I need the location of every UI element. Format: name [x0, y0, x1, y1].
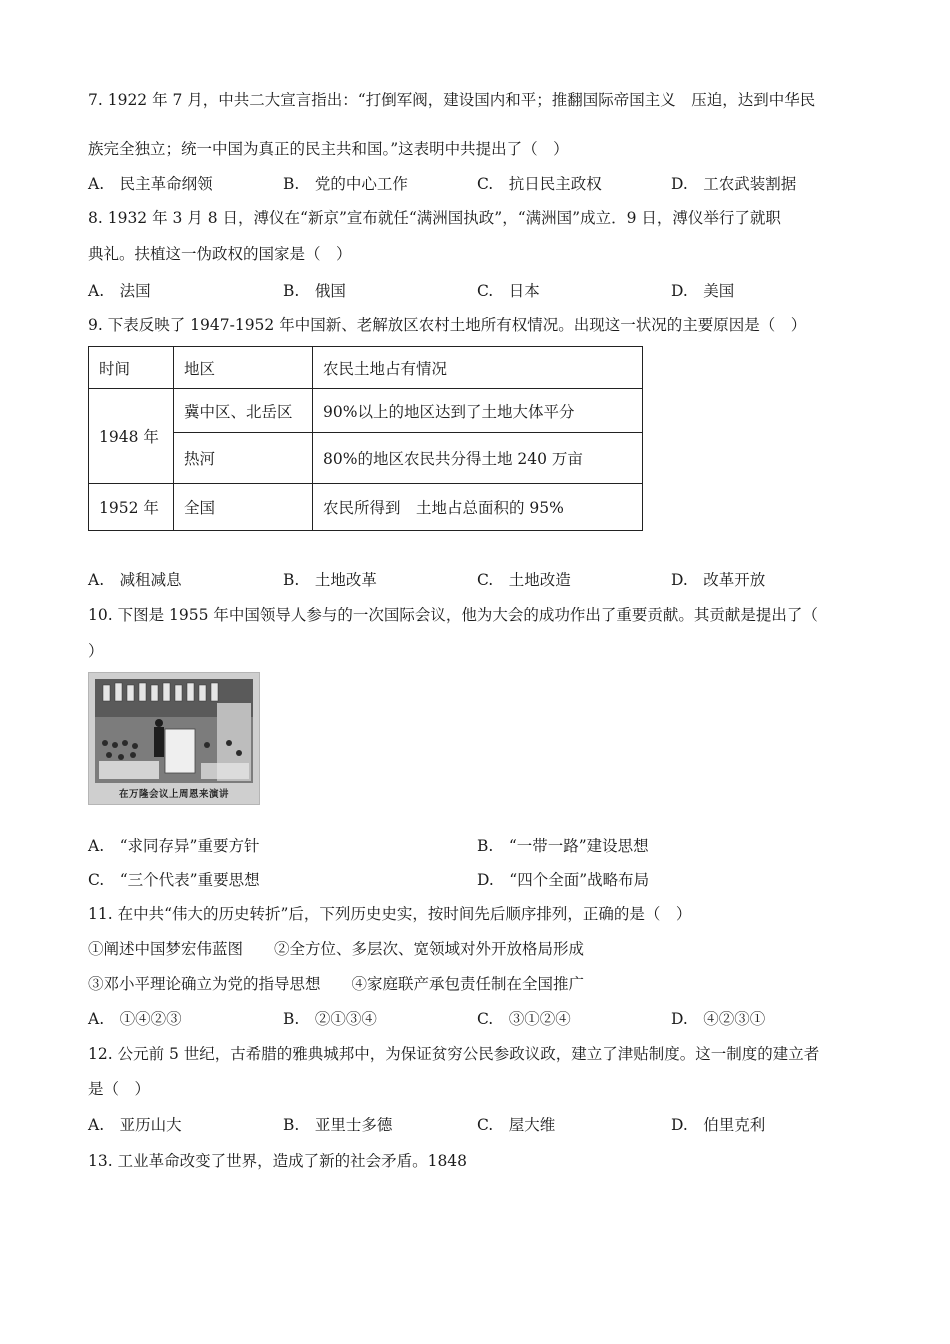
- q10-stem-line1: 10. 下图是 1955 年中国领导人参与的一次国际会议，他为大会的成功作出了重要贡献。其贡献是提出了（: [88, 606, 818, 624]
- q10-option-b[interactable]: B. “一带一路”建设思想: [477, 837, 649, 855]
- photo-caption: 在万隆会议上周恩来演讲: [118, 789, 229, 800]
- q10-option-d[interactable]: D. “四个全面”战略布局: [477, 871, 650, 889]
- q8-option-a[interactable]: A. 法国: [88, 282, 151, 300]
- q9-option-d[interactable]: D. 改革开放: [671, 571, 766, 589]
- q9-option-a[interactable]: A. 减租减息: [88, 571, 182, 589]
- conference-photo-illustration: [89, 673, 259, 804]
- table-row: [89, 484, 643, 531]
- table-cell-region: 冀中区、北岳区: [174, 389, 313, 433]
- q12-stem-line2: 是（ ）: [88, 1080, 151, 1098]
- q9-option-c[interactable]: C. 土地改造: [477, 571, 571, 589]
- table-header-region: 地区: [174, 347, 313, 389]
- q9-option-b[interactable]: B. 土地改革: [283, 571, 377, 589]
- q12-options: [88, 1115, 868, 1135]
- q8-option-d[interactable]: D. 美国: [671, 282, 735, 300]
- q8-stem-line2: 典礼。扶植这一伪政权的国家是（ ）: [88, 245, 352, 263]
- land-ownership-table: [88, 346, 643, 531]
- q8-options: [88, 281, 868, 301]
- q7-option-a[interactable]: A. 民主革命纲领: [88, 175, 213, 193]
- q11-items-line1: ①阐述中国梦宏伟蓝图 ②全方位、多层次、宽领域对外开放格局形成: [88, 940, 585, 958]
- q7-option-d[interactable]: D. 工农武装割据: [671, 175, 797, 193]
- table-cell-status: 90%以上的地区达到了土地大体平分: [313, 389, 643, 433]
- q7-stem-line2: 族完全独立；统一中国为真正的民主共和国。”这表明中共提出了（ ）: [88, 140, 569, 158]
- q9-stem-line1: 9. 下表反映了 1947-1952 年中国新、老解放区农村土地所有权情况。出现这一状况的主要原因是（ ）: [88, 316, 807, 334]
- table-cell-region: 热河: [174, 433, 313, 484]
- q8-stem-line1: 8. 1932 年 3 月 8 日，溥仪在“新京”宣布就任“满洲国执政”，“满洲国”成立．9 日，溥仪举行了就职: [88, 209, 781, 227]
- q12-option-c[interactable]: C. 屋大维: [477, 1116, 556, 1134]
- q7-option-b[interactable]: B. 党的中心工作: [283, 175, 408, 193]
- q7-stem-line1: 7. 1922 年 7 月，中共二大宣言指出：“打倒军阀，建设国内和平；推翻国际帝国主义 压迫，达到中华民: [88, 91, 816, 109]
- table-header-status: 农民土地占有情况: [313, 347, 643, 389]
- table-header-time: 时间: [89, 347, 174, 389]
- q13-stem-line1: 13. 工业革命改变了世界，造成了新的社会矛盾。1848: [88, 1152, 468, 1170]
- q11-options: [88, 1009, 868, 1029]
- table-cell-region: 全国: [174, 484, 313, 531]
- q8-option-c[interactable]: C. 日本: [477, 282, 540, 300]
- q12-option-a[interactable]: A. 亚历山大: [88, 1116, 182, 1134]
- q12-option-b[interactable]: B. 亚里士多德: [283, 1116, 393, 1134]
- q11-stem-line1: 11. 在中共“伟大的历史转折”后，下列历史史实，按时间先后顺序排列，正确的是（ ）: [88, 905, 692, 923]
- q12-option-d[interactable]: D. 伯里克利: [671, 1116, 766, 1134]
- q8-option-b[interactable]: B. 俄国: [283, 282, 346, 300]
- table-header-row: [89, 347, 643, 389]
- q10-stem-line2: ）: [88, 642, 104, 660]
- q11-option-c[interactable]: C. ③①②④: [477, 1010, 571, 1028]
- q10-option-a[interactable]: A. “求同存异”重要方针: [88, 837, 260, 855]
- q10-options-row2: [88, 870, 868, 890]
- q11-option-d[interactable]: D. ④②③①: [671, 1010, 766, 1028]
- table-cell-status: 80%的地区农民共分得土地 240 万亩: [313, 433, 643, 484]
- q9-options: [88, 570, 868, 590]
- table-cell-time: 1952 年: [89, 484, 174, 531]
- table-cell-status: 农民所得到 土地占总面积的 95%: [313, 484, 643, 531]
- q11-items-line2: ③邓小平理论确立为党的指导思想 ④家庭联产承包责任制在全国推广: [88, 975, 585, 993]
- q12-stem-line1: 12. 公元前 5 世纪，古希腊的雅典城邦中，为保证贫穷公民参政议政，建立了津贴制度。这一制度的建立者: [88, 1045, 820, 1063]
- q11-option-a[interactable]: A. ①④②③: [88, 1010, 182, 1028]
- q7-options: [88, 174, 868, 194]
- q10-options-row1: [88, 836, 868, 856]
- q10-option-c[interactable]: C. “三个代表”重要思想: [88, 871, 260, 889]
- table-row: [89, 389, 643, 433]
- q11-option-b[interactable]: B. ②①③④: [283, 1010, 377, 1028]
- table-cell-time: 1948 年: [89, 389, 174, 484]
- bandung-conference-photo: [88, 672, 260, 805]
- q7-option-c[interactable]: C. 抗日民主政权: [477, 175, 602, 193]
